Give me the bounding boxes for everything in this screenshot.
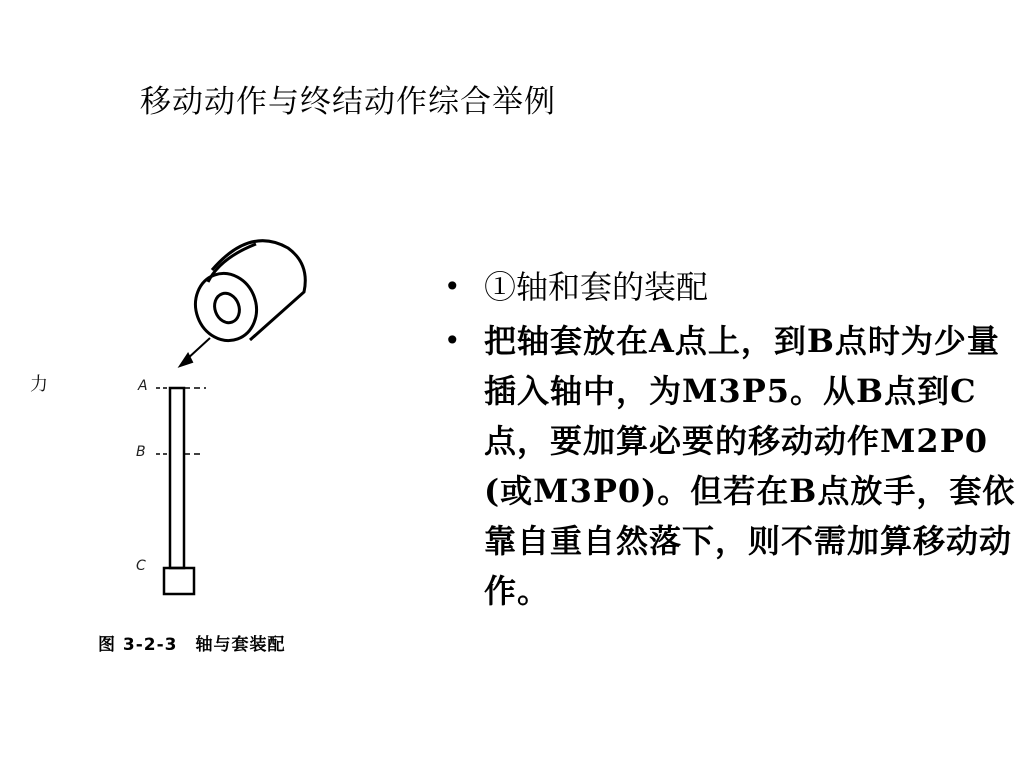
point-a-label: A [138,378,148,394]
bullet-marker: • [444,270,461,303]
point-b-label: B [136,444,146,460]
bullet-list [440,262,1020,620]
figure-caption: 图 3-2-3 轴与套装配 [98,635,286,655]
assembly-drawing [20,220,400,670]
bullet-text: ①轴和套的装配 [484,268,709,306]
slide-title: 移动动作与终结动作综合举例 [140,84,556,120]
shaft-sleeve-figure [20,220,400,670]
bullet-item-heading [440,262,1020,312]
insertion-arrow [180,338,210,366]
sleeve-drawing [186,241,305,350]
bullet-text: 把轴套放在A点上，到B点时为少量插入轴中，为M3P5。从B点到C点，要加算必要的移动动作M2P0(或M3P0)。但若在B点放手，套依靠自重自然落下，则不需加算移动动作。 [484,322,1016,610]
margin-glyph: 力 [30,374,48,395]
point-c-label: C [136,558,146,574]
bullet-marker: • [444,324,461,357]
bullet-item-description [440,316,1020,616]
shaft-drawing [156,388,206,594]
